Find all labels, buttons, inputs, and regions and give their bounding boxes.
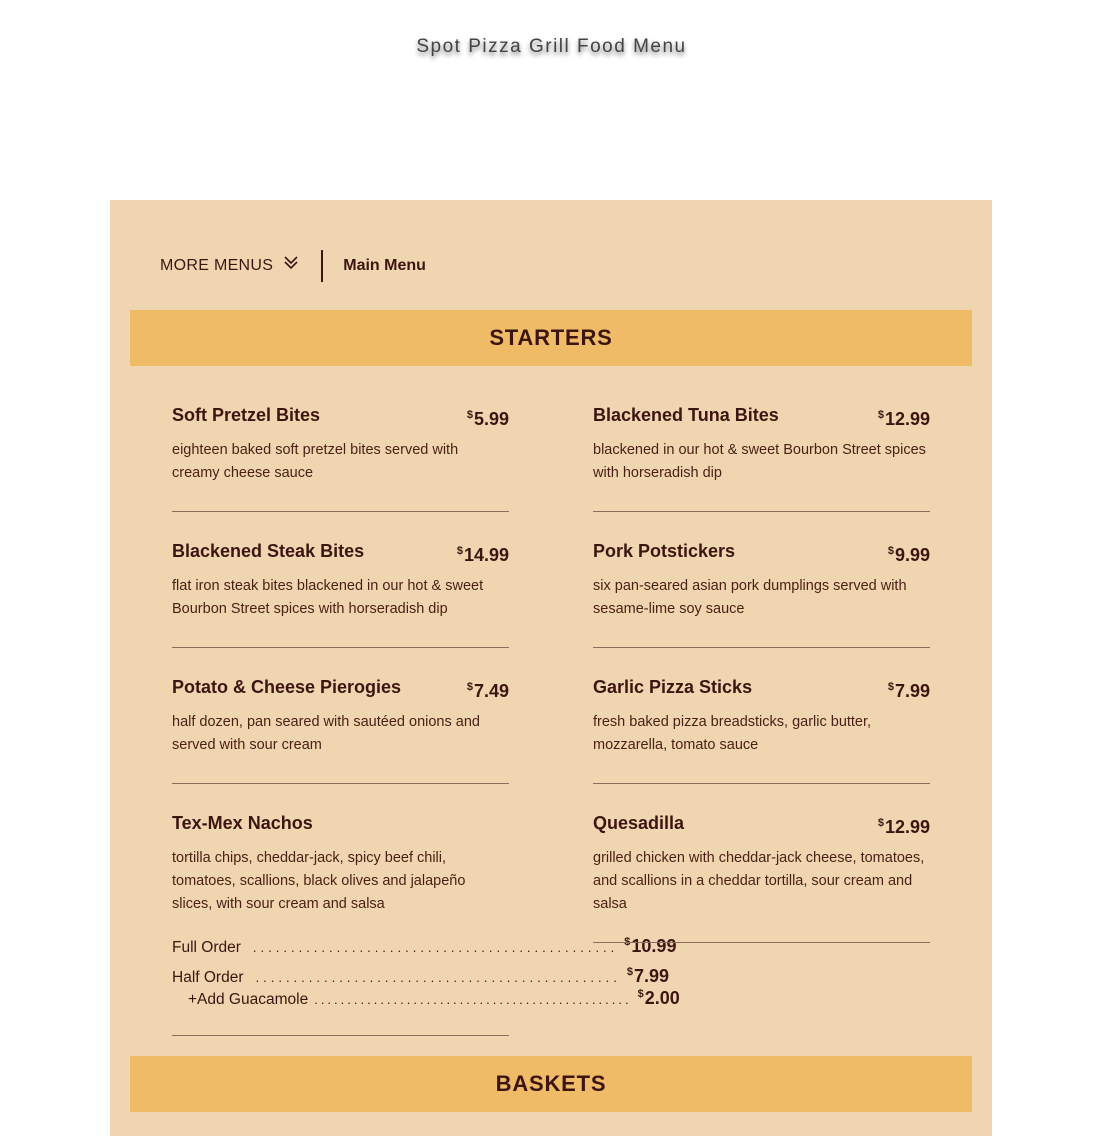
option-row <box>172 966 670 987</box>
item-name: Blackened Tuna Bites <box>593 405 779 425</box>
item-price: $5.99 <box>466 409 509 429</box>
menu-item <box>172 400 509 512</box>
option-price: $2.00 <box>637 988 680 1008</box>
option-price: $7.99 <box>626 966 670 986</box>
item-price: $12.99 <box>877 409 930 429</box>
item-price: $14.99 <box>456 545 509 565</box>
dot-leader: ................................................ <box>252 940 619 955</box>
option-row <box>188 988 680 1009</box>
item-price: $7.99 <box>887 681 930 701</box>
option-label: Full Order <box>172 939 241 956</box>
item-name: Potato & Cheese Pierogies <box>172 677 402 697</box>
menu-item <box>172 672 509 784</box>
main-menu-link[interactable]: Main Menu <box>343 256 426 274</box>
item-price: $7.49 <box>466 681 509 701</box>
item-description: blackened in our hot & sweet Bourbon Street spices with horseradish dip <box>593 442 926 481</box>
menu-item <box>593 808 930 943</box>
item-name: Pork Potstickers <box>593 541 736 561</box>
item-description: tortilla chips, cheddar-jack, spicy beef chili, tomatoes, scallions, black olives and jalapeño slices, with sour cream and salsa <box>172 850 466 912</box>
double-chevron-down-icon <box>283 255 299 276</box>
item-name: Soft Pretzel Bites <box>172 405 321 425</box>
item-name: Garlic Pizza Sticks <box>593 677 753 697</box>
more-menus-dropdown[interactable] <box>160 255 321 276</box>
menu-nav <box>160 250 426 281</box>
option-row <box>172 936 677 957</box>
item-price: $9.99 <box>887 545 930 565</box>
item-name: Tex-Mex Nachos <box>172 813 313 833</box>
menu-item <box>593 536 930 648</box>
menu-panel <box>110 200 992 1136</box>
menu-item <box>593 400 930 512</box>
item-description: eighteen baked soft pretzel bites served with creamy cheese sauce <box>172 442 459 481</box>
item-description: fresh baked pizza breadsticks, garlic butter, mozzarella, tomato sauce <box>593 714 872 753</box>
page-title: Spot Pizza Grill Food Menu <box>416 36 687 57</box>
item-name: Blackened Steak Bites <box>172 541 365 561</box>
item-description: flat iron steak bites blackened in our hot & sweet Bourbon Street spices with horseradish dip <box>172 578 484 617</box>
menu-item <box>172 536 509 648</box>
option-label: +Add Guacamole <box>188 991 309 1008</box>
option-label: Half Order <box>172 969 244 986</box>
item-description: six pan-seared asian pork dumplings served with sesame-lime soy sauce <box>593 578 907 617</box>
more-menus-label: MORE MENUS <box>160 256 274 274</box>
dot-leader: ................................................ <box>255 970 621 985</box>
section-header-starters: STARTERS <box>130 310 972 366</box>
item-name: Quesadilla <box>593 813 685 833</box>
option-price: $10.99 <box>624 936 677 956</box>
item-description: half dozen, pan seared with sautéed onions and served with sour cream <box>172 714 480 753</box>
item-description: grilled chicken with cheddar-jack cheese, tomatoes, and scallions in a cheddar tortilla, sour cream and salsa <box>593 850 925 912</box>
item-price: $12.99 <box>877 817 930 837</box>
menu-item <box>593 672 930 784</box>
dot-leader: ................................................ <box>314 992 632 1007</box>
section-header-baskets: BASKETS <box>130 1056 972 1112</box>
